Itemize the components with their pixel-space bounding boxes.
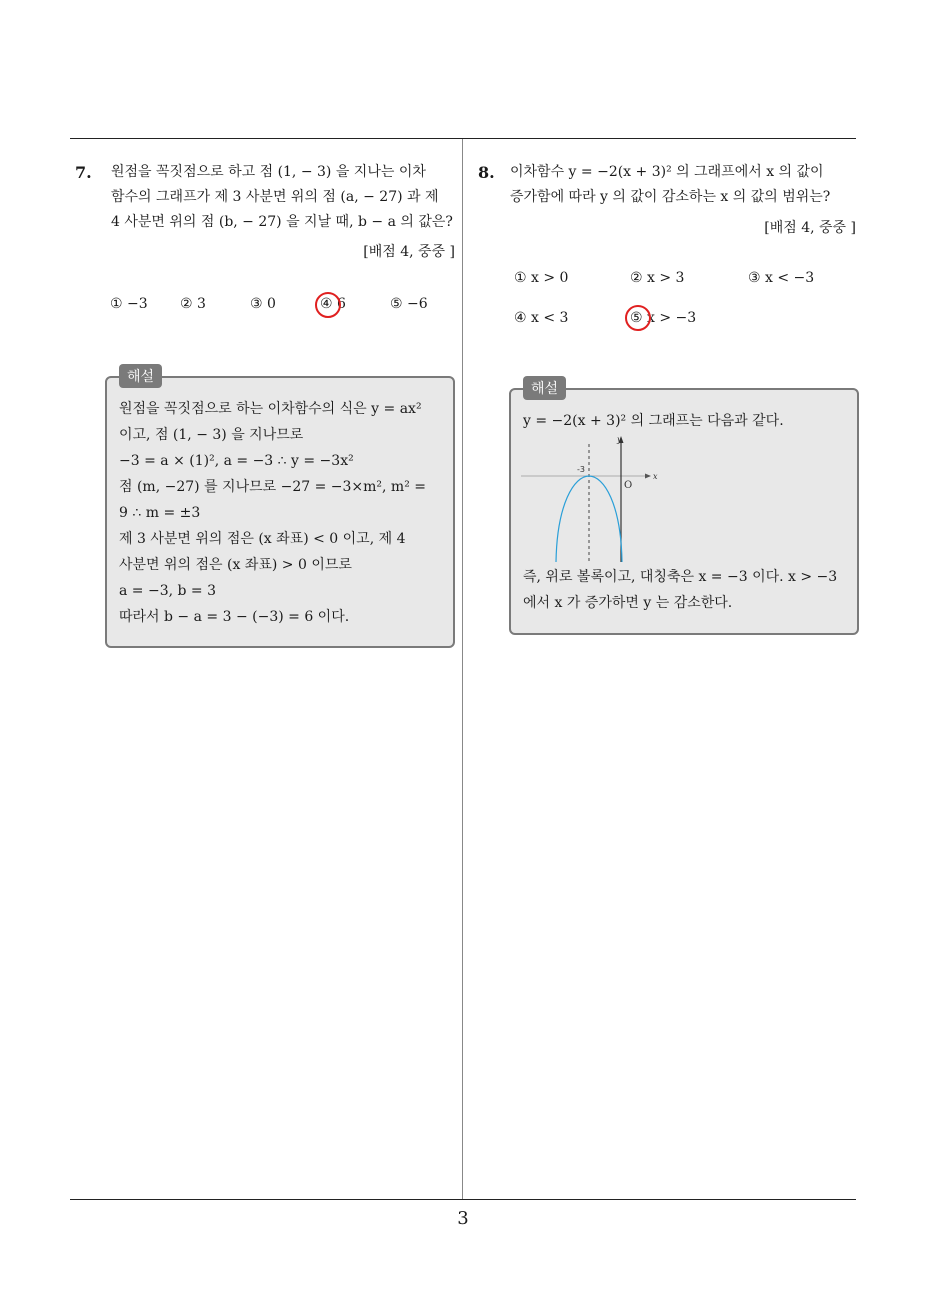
- vertex-label: -3: [577, 465, 585, 474]
- top-rule: [70, 138, 856, 139]
- solution-line: −3 = a × (1)², a = −3 ∴ y = −3x²: [119, 453, 354, 469]
- solution-box: [105, 369, 455, 648]
- choice-2[interactable]: ② x > 3: [630, 270, 685, 286]
- solution-text: [523, 564, 837, 616]
- x-axis-label: x: [653, 472, 658, 481]
- y-axis-label: y: [617, 435, 622, 444]
- solution-line: 9 ∴ m = ±3: [119, 505, 201, 521]
- stem-line: 증가함에 따라 y 의 값이 감소하는 x 의 값의 범위는?: [510, 189, 831, 205]
- x-axis-arrow-icon: [645, 474, 651, 479]
- solution-line: y = −2(x + 3)² 의 그래프는 다음과 같다.: [523, 413, 784, 429]
- stem-line: 원점을 꼭짓점으로 하고 점 (1, − 3) 을 지나는 이차: [111, 164, 426, 180]
- column-divider: [462, 139, 463, 1200]
- question-stem: [510, 160, 830, 210]
- solution-line: 에서 x 가 증가하면 y 는 감소한다.: [523, 595, 733, 611]
- solution-line: 이고, 점 (1, − 3) 을 지나므로: [119, 427, 304, 443]
- stem-line: 함수의 그래프가 제 3 사분면 위의 점 (a, − 27) 과 제: [111, 189, 439, 205]
- points-label: [배점 4, 중중 ]: [764, 220, 856, 236]
- question-number: 8.: [478, 163, 495, 182]
- choice-1[interactable]: ① x > 0: [514, 270, 569, 286]
- solution-line: 제 3 사분면 위의 점은 (x 좌표) < 0 이고, 제 4: [119, 531, 406, 547]
- choice-5[interactable]: ⑤ −6: [390, 296, 428, 312]
- question-8: [478, 160, 856, 240]
- answer-circle-icon: [625, 305, 651, 331]
- stem-line: 이차함수 y = −2(x + 3)² 의 그래프에서 x 의 값이: [510, 164, 824, 180]
- solution-line: 즉, 위로 볼록이고, 대칭축은 x = −3 이다. x > −3: [523, 569, 838, 585]
- solution-tag: 해설: [119, 364, 162, 388]
- choice-4[interactable]: ④ x < 3: [514, 310, 569, 326]
- choice-1[interactable]: ① −3: [110, 296, 148, 312]
- question-7: [75, 160, 455, 270]
- answer-circle-icon: [315, 292, 341, 318]
- solution-text: [119, 396, 426, 630]
- solution-text: [523, 408, 784, 434]
- solution-line: 점 (m, −27) 를 지나므로 −27 = −3×m², m² =: [119, 479, 426, 495]
- stem-line: 4 사분면 위의 점 (b, − 27) 을 지날 때, b − a 의 값은?: [111, 214, 453, 230]
- choice-5[interactable]: ⑤ x > −3: [630, 310, 697, 326]
- points-label: [배점 4, 중중 ]: [363, 244, 455, 260]
- bottom-rule: [70, 1199, 856, 1200]
- solution-box: [509, 381, 859, 635]
- choice-4[interactable]: ④ 6: [320, 296, 346, 312]
- question-stem: [111, 160, 453, 235]
- choice-3[interactable]: ③ 0: [250, 296, 276, 312]
- solution-line: a = −3, b = 3: [119, 583, 217, 599]
- page-number: 3: [457, 1208, 469, 1229]
- choice-2[interactable]: ② 3: [180, 296, 206, 312]
- solution-line: 따라서 b − a = 3 − (−3) = 6 이다.: [119, 609, 350, 625]
- choice-3[interactable]: ③ x < −3: [748, 270, 815, 286]
- solution-line: 원점을 꼭짓점으로 하는 이차함수의 식은 y = ax²: [119, 401, 422, 417]
- solution-line: 사분면 위의 점은 (x 좌표) > 0 이므로: [119, 557, 352, 573]
- origin-label: O: [624, 480, 633, 491]
- solution-tag: 해설: [523, 376, 566, 400]
- parabola-graph: [519, 434, 659, 564]
- question-number: 7.: [75, 163, 92, 182]
